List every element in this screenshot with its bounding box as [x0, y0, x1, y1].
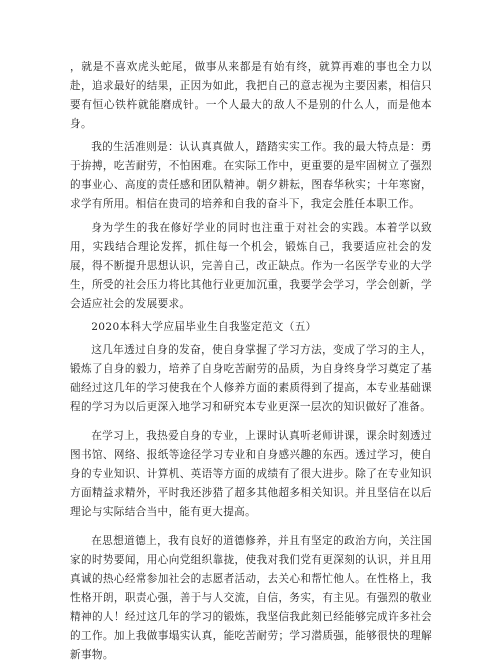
paragraph-self-effort: 这几年透过自身的发奋，使自身掌握了学习方法，变成了学习的主人，锻炼了自身的毅力，培养了自身吃苦耐劳的品质，为自身终身学习奠定了基础经过这几年的学习使我在个人修养方面的素质得到了提高，本专业基础课程的学习为以后更深入地学习和研究本专业更深一层次的知识做好了准备。: [70, 344, 432, 413]
paragraph-morality: 在思想道德上，我有良好的道德修养，并且有坚定的政治方向，关注国家的时势要闻，用心向党组织靠拢，使我对我们党有更深刻的认识，并且用真诚的热心经常参加社会的志愿者活动，去关心和帮忙他人。在性格上，我性格开朗，职责心强，善于与人交流，自信，务实，有主见。有强烈的敬业精神的人！经过这几年的学习的锻炼，我坚信我此刻已经能够完成许多社会的工作。加上我做事塌实认真，能吃苦耐劳；学习潜质强，能够很快的理解新事物。: [70, 535, 432, 661]
section-heading: 2020本科大学应届毕业生自我鉴定范文（五）: [91, 321, 317, 333]
paragraph-life-principles: 我的生活准则是：认认真真做人，踏踏实实工作。我的最大特点是：勇于拚搏，吃苦耐劳，不怕困难。在实际工作中，更重要的是牢固树立了强烈的事业心、高度的责任感和团队精神。朝夕耕耘，图春华秋实；十年寒窗，求学有所用。相信在贵司的培养和自我的奋斗下，我定会胜任本职工作。: [70, 141, 432, 210]
paragraph-continuation: ，就是不喜欢虎头蛇尾，做事从来都是有始有终，就算再难的事也全力以赴，追求最好的结果，正因为如此，我把自己的意志视为主要因素，相信只要有恒心铁杵就能磨成针。一个人最大的敌人不是别的什么人，而是他本身。: [70, 61, 432, 130]
document-body: [70, 58, 432, 665]
paragraph-social-practice: 身为学生的我在修好学业的同时也注重于对社会的实践。本着学以致用，实践结合理论发挥，抓住每一个机会，锻炼自己，我要适应社会的发展，得不断提升思想认识，完善自己，改正缺点。作为一名医学专业的大学生，所受的社会压力将比其他行业更加沉重，我要学会学习，学会创新，学会适应社会的发展要求。: [70, 222, 432, 310]
paragraph-study: 在学习上，我热爱自身的专业，上课时认真听老师讲课，课余时刻透过图书馆、网络、报纸等途径学习专业和自身感兴趣的东西。透过学习，使自身的专业知识、计算机、英语等方面的成绩有了很大进步。除了在专业知识方面精益求精外，平时我还涉猎了超多其他超多相关知识。并且坚信在以后理论与实际结合当中，能有更大提高。: [70, 430, 432, 518]
